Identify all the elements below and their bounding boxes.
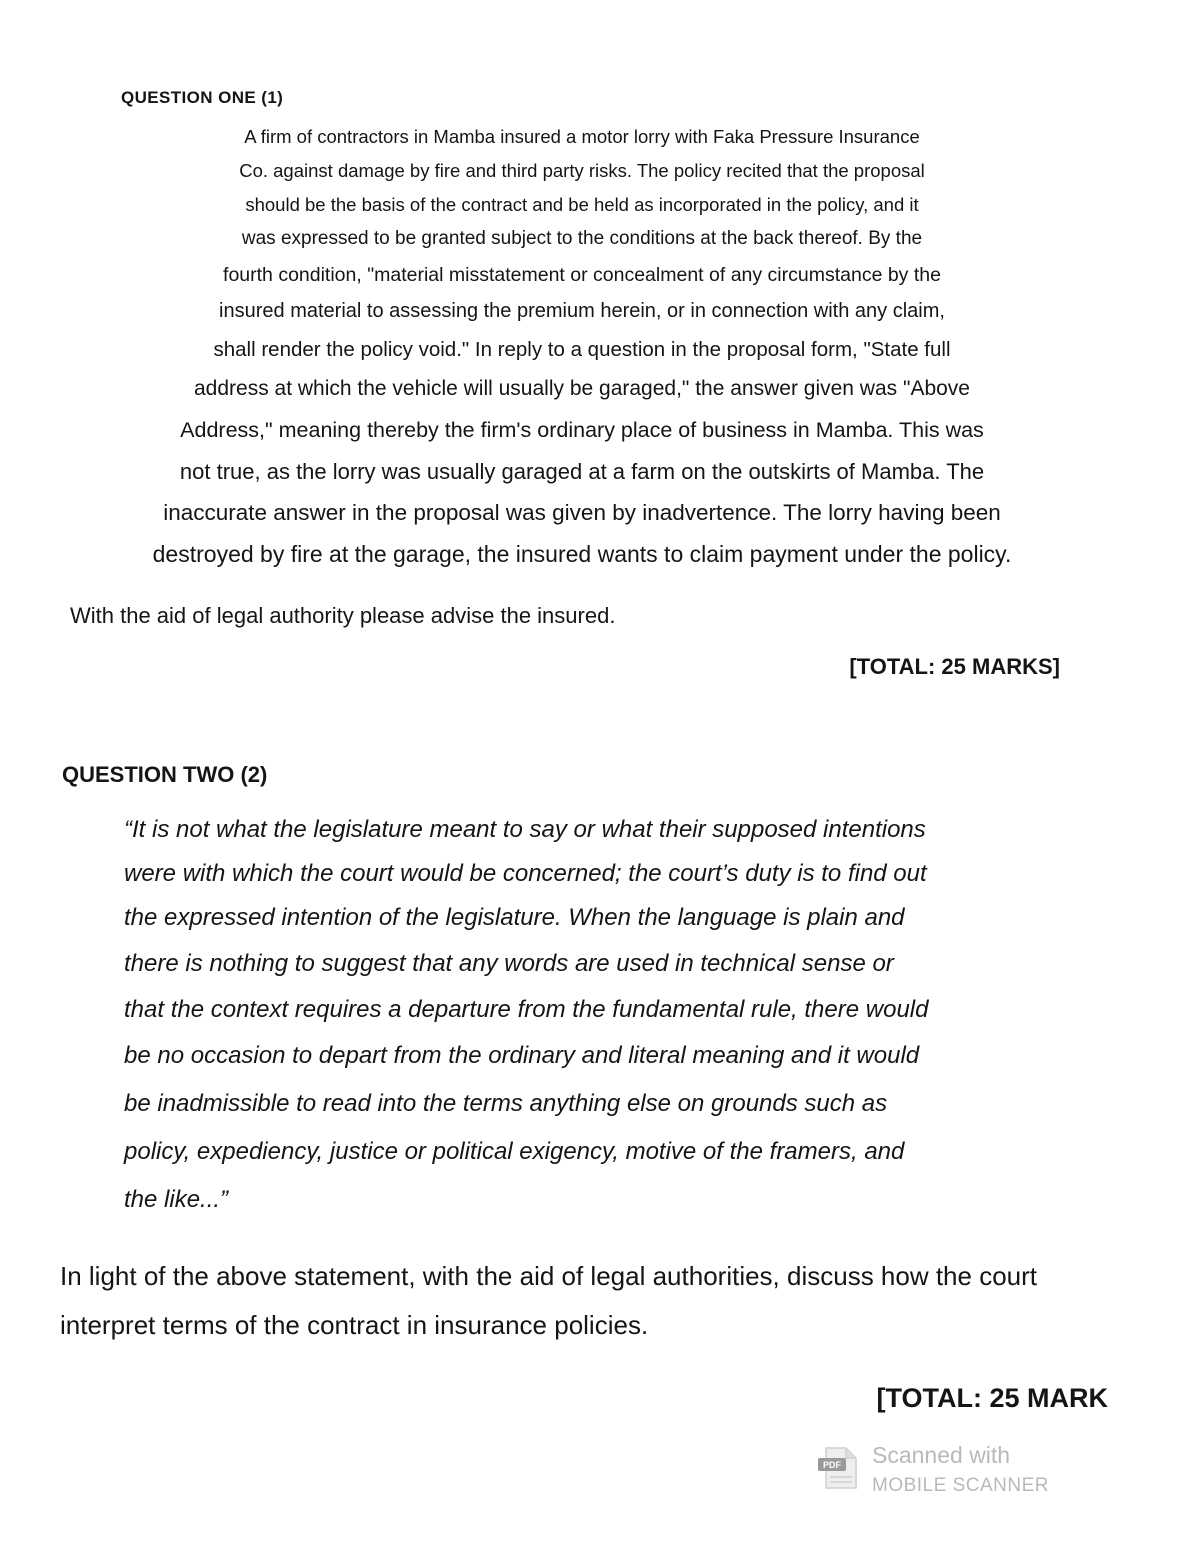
quote-line: there is nothing to suggest that any words are used in technical sense or [124,950,894,977]
quote-line: “It is not what the legislature meant to say or what their supposed intentions [124,816,926,843]
pdf-icon-label: PDF [823,1460,841,1470]
question-two-heading: QUESTION TWO (2) [62,762,268,787]
question-one-line: Address," meaning thereby the firm's ordinary place of business in Mamba. This was [180,418,984,442]
watermark-line-2: MOBILE SCANNER [872,1475,1049,1496]
quote-line: were with which the court would be concerned; the court’s duty is to find out [124,860,927,887]
watermark-line-1: Scanned with [872,1442,1011,1468]
quote-line: be inadmissible to read into the terms anything else on grounds such as [124,1090,888,1117]
quote-line: policy, expediency, justice or political exigency, motive of the framers, and [124,1138,905,1165]
question-one-line: inaccurate answer in the proposal was given by inadvertence. The lorry having been [163,500,1001,525]
question-one-line: insured material to assessing the premium herein, or in connection with any claim, [219,300,945,322]
instruction-line: In light of the above statement, with the aid of legal authorities, discuss how the court [60,1261,1038,1291]
question-one-line: should be the basis of the contract and be held as incorporated in the policy, and it [245,194,919,215]
question-two-total-marks: [TOTAL: 25 MARK [876,1383,1108,1413]
instruction-line: interpret terms of the contract in insurance policies. [60,1310,649,1340]
quote-line: the expressed intention of the legislature. When the language is plain and [124,904,905,931]
quote-line: the like...” [124,1186,229,1213]
question-one-line: address at which the vehicle will usually be garaged," the answer given was "Above [193,377,970,400]
question-one-line: fourth condition, "material misstatement or concealment of any circumstance by the [223,264,941,286]
question-one-line: A firm of contractors in Mamba insured a motor lorry with Faka Pressure Insurance [244,126,920,147]
scanner-watermark [818,1442,1068,1502]
question-one-line: was expressed to be granted subject to the conditions at the back thereof. By the [241,228,923,249]
quote-line: that the context requires a departure from the fundamental rule, there would [124,996,929,1023]
question-one-line: destroyed by fire at the garage, the insured wants to claim payment under the policy. [152,541,1012,567]
question-one-line: shall render the policy void." In reply to a question in the proposal form, "State full [213,338,951,361]
pdf-file-icon [818,1444,862,1494]
quote-line: be no occasion to depart from the ordinary and literal meaning and it would [124,1042,920,1069]
question-one-total-marks: [TOTAL: 25 MARKS] [849,654,1060,679]
question-one-line: Co. against damage by fire and third party risks. The policy recited that the proposal [239,160,925,181]
question-one-line: not true, as the lorry was usually garaged at a farm on the outskirts of Mamba. The [179,459,985,484]
question-one-heading: QUESTION ONE (1) [121,88,284,107]
question-one-instruction: With the aid of legal authority please advise the insured. [70,603,616,628]
